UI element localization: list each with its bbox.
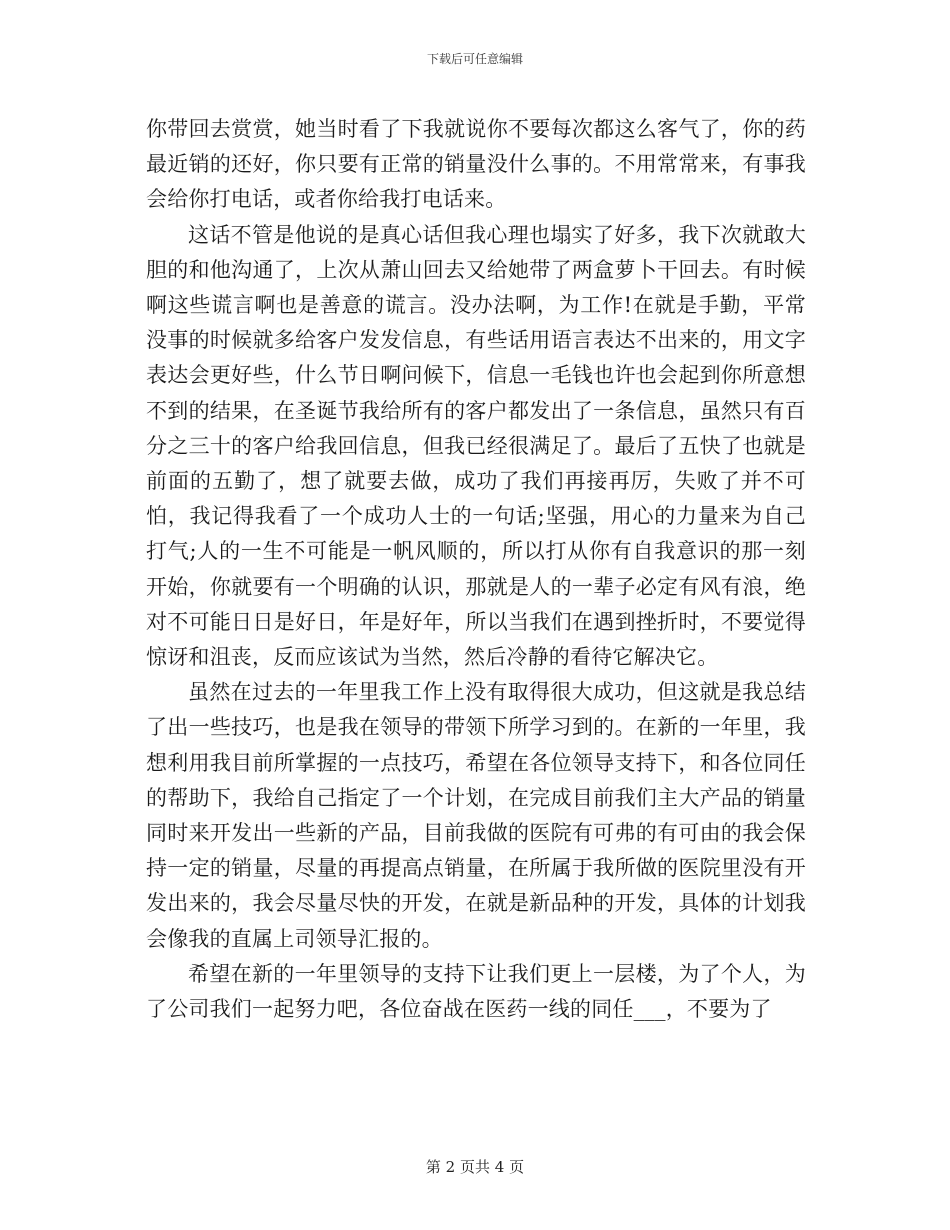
document-body (146, 112, 806, 1027)
paragraph-3: 虽然在过去的一年里我工作上没有取得很大成功，但这就是我总结了出一些技巧，也是我在领导的带领下所学习到的。在新的一年里，我想利用我目前所掌握的一点技巧，希望在各位领导支持下，和各位同任的帮助下，我给自己指定了一个计划，在完成目前我们主大产品的销量同时来开发出一些新的产品，目前我做的医院有可弗的有可由的我会保持一定的销量，尽量的再提高点销量，在所属于我所做的医院里没有开发出来的，我会尽量尽快的开发，在就是新品种的开发，具体的计划我会像我的直属上司领导汇报的。 (146, 680, 806, 951)
page-footer: 第 2 页共 4 页 (425, 1158, 525, 1176)
page-header: 下载后可任意编辑 (426, 52, 523, 66)
paragraph-2: 这话不管是他说的是真心话但我心理也塌实了好多，我下次就敢大胆的和他沟通了，上次从萧山回去又给她带了两盒萝卜干回去。有时候啊这些谎言啊也是善意的谎言。没办法啊，为工作!在就是手勤，平常没事的时候就多给客户发发信息，有些话用语言表达不出来的，用文字表达会更好些，什么节日啊问候下，信息一毛钱也许也会起到你所意想不到的结果，在圣诞节我给所有的客户都发出了一条信息，虽然只有百分之三十的客户给我回信息，但我已经很满足了。最后了五快了也就是前面的五勤了，想了就要去做，成功了我们再接再厉，失败了并不可怕，我记得我看了一个成功人士的一句话;坚强，用心的力量来为自己打气;人的一生不可能是一帆风顺的，所以打从你有自我意识的那一刻开始，你就要有一个明确的认识，那就是人的一辈子必定有风有浪，绝对不可能日日是好日，年是好年，所以当我们在遇到挫折时，不要觉得惊讶和沮丧，反而应该试为当然，然后冷静的看待它解决它。 (146, 222, 806, 670)
paragraph-1: 你带回去赏赏，她当时看了下我就说你不要每次都这么客气了，你的药最近销的还好，你只要有正常的销量没什么事的。不用常常来，有事我会给你打电话，或者你给我打电话来。 (146, 117, 806, 212)
paragraph-4: 希望在新的一年里领导的支持下让我们更上一层楼，为了个人，为了公司我们一起努力吧，各位奋战在医药一线的同任___，不要为了 (146, 961, 806, 1022)
